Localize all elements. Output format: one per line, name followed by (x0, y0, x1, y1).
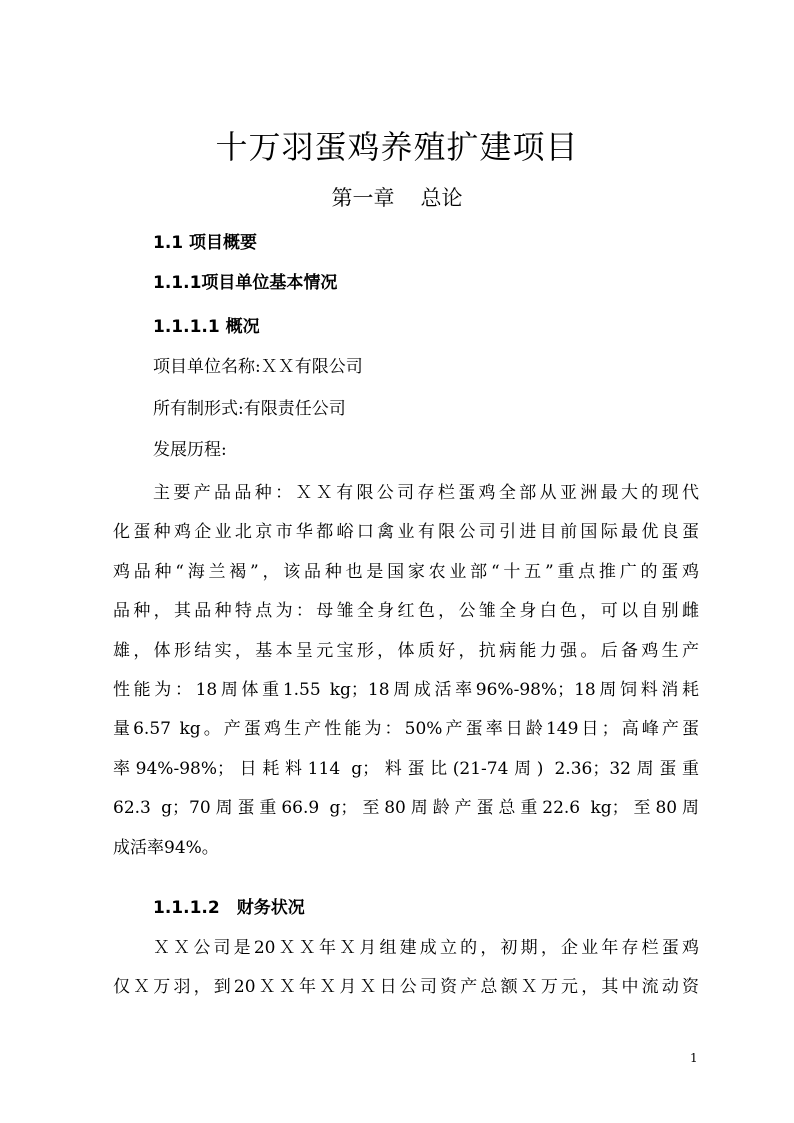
company-name-line: 项目单位名称:ＸＸ有限公司 (153, 357, 363, 377)
paragraph-line: 率94%-98%；日耗料114 g；料蛋比(21-74周) 2.36；32周蛋重 (113, 758, 699, 779)
section-heading-1-1-1-2: 1.1.1.2 财务状况 (153, 898, 305, 918)
chapter-heading (0, 183, 794, 213)
paragraph-line: 品种，其品种特点为：母雏全身红色，公雏全身白色，可以自别雌 (113, 601, 699, 622)
section-heading-1-1-1-1: 1.1.1.1 概况 (153, 317, 260, 337)
section-heading-1-1: 1.1 项目概要 (153, 233, 258, 253)
document-title: 十万羽蛋鸡养殖扩建项目 (215, 128, 579, 166)
paragraph-line: ＸＸ公司是20ＸＸ年Ｘ月组建成立的，初期，企业年存栏蛋鸡 (153, 938, 699, 958)
section-heading-1-1-1: 1.1.1项目单位基本情况 (153, 273, 338, 293)
paragraph-line: 62.3 g；70周蛋重66.9 g；至80周龄产蛋总重22.6 kg；至80周 (113, 798, 699, 819)
paragraph-line: 仅Ｘ万羽，到20ＸＸ年Ｘ月Ｘ日公司资产总额Ｘ万元，其中流动资 (113, 977, 699, 998)
chapter-number: 第一章 (331, 186, 395, 210)
history-line: 发展历程: (153, 440, 227, 460)
paragraph-line: 主要产品品种：ＸＸ有限公司存栏蛋鸡全部从亚洲最大的现代 (153, 483, 699, 503)
paragraph-line: 成活率94%。 (113, 837, 219, 858)
paragraph-line: 性能为：18周体重1.55 kg；18周成活率96%-98%；18周饲料消耗 (113, 679, 699, 700)
paragraph-line: 鸡品种“海兰褐”，该品种也是国家农业部“十五”重点推广的蛋鸡 (113, 561, 699, 582)
paragraph-line: 化蛋种鸡企业北京市华都峪口禽业有限公司引进目前国际最优良蛋 (113, 522, 699, 543)
paragraph-line: 量6.57 kg。产蛋鸡生产性能为：50%产蛋率日龄149日；高峰产蛋 (113, 719, 699, 740)
paragraph-line: 雄，体形结实，基本呈元宝形，体质好，抗病能力强。后备鸡生产 (113, 640, 699, 661)
paragraph-products (113, 480, 699, 874)
ownership-line: 所有制形式:有限责任公司 (153, 399, 346, 419)
chapter-name: 总论 (420, 186, 463, 210)
page-number: 1 (690, 1051, 698, 1065)
paragraph-finance (113, 935, 699, 1014)
